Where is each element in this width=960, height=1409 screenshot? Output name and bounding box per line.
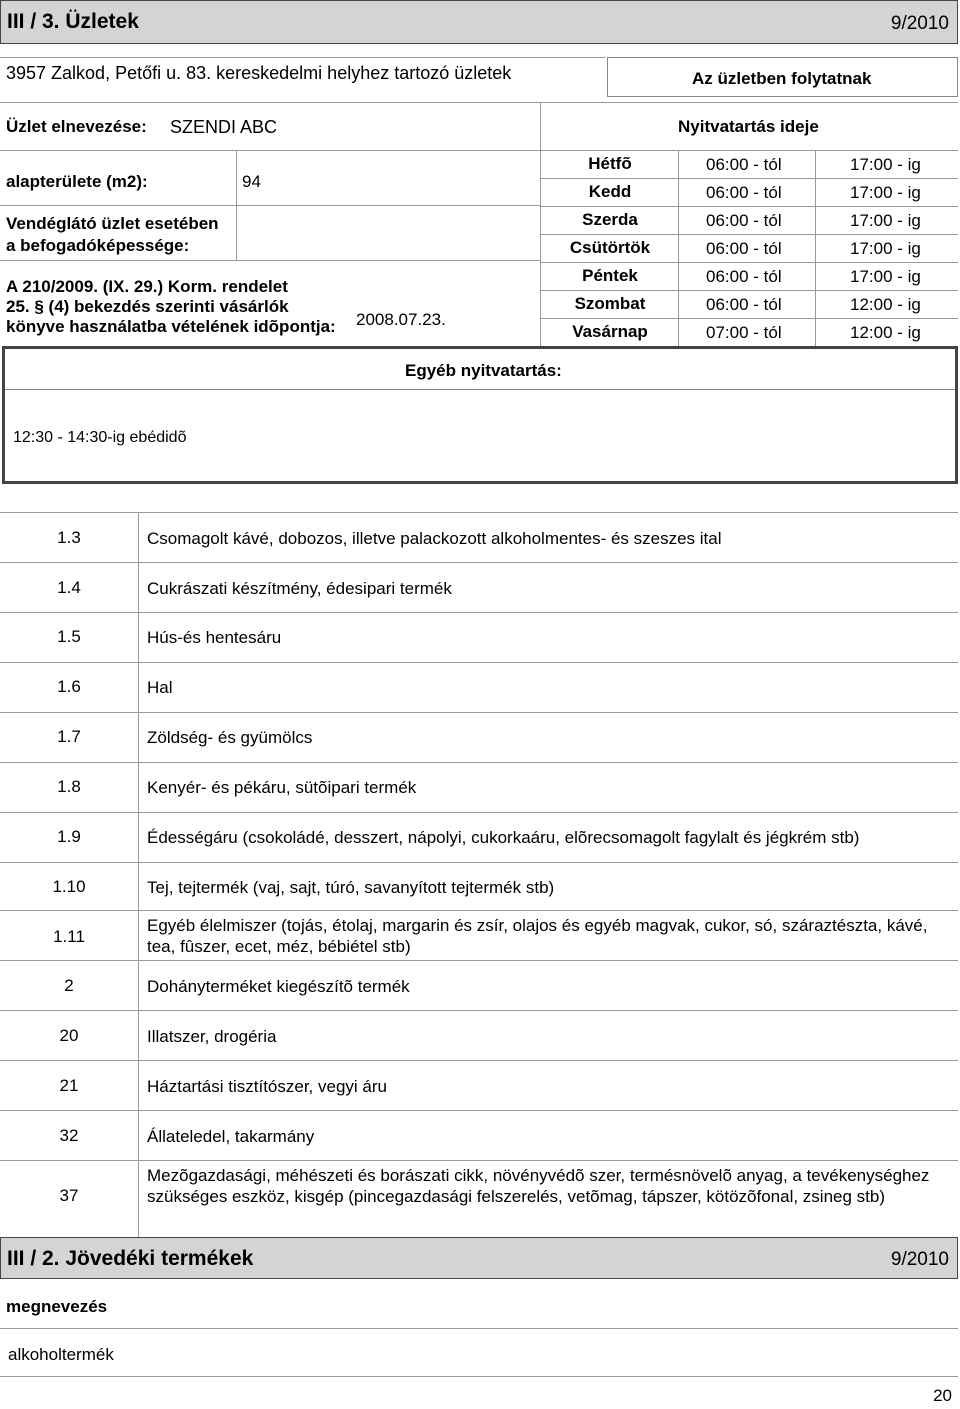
day-row-kedd [542, 178, 958, 206]
other-hours-box [2, 346, 958, 484]
product-name: Állateledel, takarmány [147, 1127, 315, 1146]
product-code: 2 [64, 976, 74, 995]
product-row [0, 862, 958, 910]
product-code: 1.4 [57, 578, 81, 597]
product-code: 1.11 [53, 927, 85, 946]
day-name: Csütörtök [569, 238, 651, 257]
product-row [0, 812, 958, 862]
product-row [0, 612, 958, 662]
decree-label-2: 25. § (4) bekezdés szerinti vásárlók [6, 297, 289, 316]
day-to: 12:00 - ig [850, 323, 921, 342]
product-code: 20 [59, 1026, 79, 1045]
section-title: III / 3. Üzletek [7, 10, 139, 33]
product-row [0, 1160, 958, 1237]
product-name: Cukrászati készítmény, édesipari termék [147, 579, 452, 598]
other-hours-label: Egyéb nyitvatartás: [405, 361, 562, 380]
section2-page: 9/2010 [890, 1249, 949, 1270]
day-row-szombat [542, 290, 958, 318]
product-row [0, 512, 958, 562]
day-row-pentek [542, 262, 958, 290]
product-row [0, 1060, 958, 1110]
day-name: Szombat [574, 294, 646, 313]
day-row-csutortok [542, 234, 958, 262]
day-row-vasarnap [542, 318, 958, 346]
product-name: Zöldség- és gyümölcs [147, 728, 313, 747]
product-row [0, 1010, 958, 1060]
product-name: Édességáru (csokoládé, desszert, nápolyi, cukorkaáru, elõrecsomagolt fagylalt és jégkrém stb) [147, 828, 860, 847]
capacity-label-1: Vendéglátó üzlet esetében [6, 214, 219, 233]
folytatnak-label: Az üzletben folytatnak [692, 69, 872, 88]
product-row [0, 1110, 958, 1160]
day-from: 06:00 - tól [706, 183, 782, 202]
product-name: Illatszer, drogéria [147, 1027, 277, 1046]
decree-label-3: könyve használatba vételének idõpontja: [6, 317, 336, 336]
product-code: 32 [59, 1126, 79, 1145]
product-code: 21 [59, 1076, 79, 1095]
area-label: alapterülete (m2): [6, 172, 148, 191]
day-to: 17:00 - ig [850, 239, 921, 258]
product-row [0, 662, 958, 712]
product-code: 1.6 [57, 677, 81, 696]
product-name: Mezõgazdasági, méhészeti és borászati cikk, növényvédõ szer, termésnövelõ anyag, a tevékenységhez szükséges eszköz, kisgép (pincegazdasági felszerelés, vetõmag, tápszer, kötözõfonal, zsineg stb) [147, 1166, 930, 1206]
section2-item: alkoholtermék [8, 1345, 114, 1364]
day-to: 17:00 - ig [850, 183, 921, 202]
section2-col-label: megnevezés [6, 1297, 108, 1316]
capacity-label-2: a befogadóképessége: [6, 236, 190, 255]
area-value: 94 [242, 172, 261, 191]
section-page: 9/2010 [890, 13, 949, 34]
shop-name-value: SZENDI ABC [170, 117, 278, 137]
product-row [0, 762, 958, 812]
day-name: Péntek [582, 266, 638, 285]
product-code: 1.10 [52, 877, 86, 896]
day-from: 07:00 - tól [706, 323, 782, 342]
day-from: 06:00 - tól [706, 267, 782, 286]
product-name: Tej, tejtermék (vaj, sajt, túró, savanyított tejtermék stb) [147, 878, 555, 897]
product-code: 37 [59, 1186, 79, 1205]
day-to: 12:00 - ig [850, 295, 921, 314]
product-row [0, 712, 958, 762]
product-row [0, 910, 958, 960]
page-number: 20 [933, 1386, 952, 1405]
product-code: 1.9 [57, 827, 81, 846]
product-code: 1.3 [57, 528, 81, 547]
day-from: 06:00 - tól [706, 295, 782, 314]
product-code: 1.7 [57, 727, 81, 746]
folytatnak-box [607, 57, 958, 97]
day-name: Kedd [588, 182, 632, 201]
day-to: 17:00 - ig [850, 211, 921, 230]
section2-title: III / 2. Jövedéki termékek [7, 1247, 254, 1270]
decree-label-1: A 210/2009. (IX. 29.) Korm. rendelet [6, 277, 288, 296]
day-to: 17:00 - ig [850, 267, 921, 286]
day-row-hetfo [542, 150, 958, 178]
product-name: Kenyér- és pékáru, sütõipari termék [147, 778, 417, 797]
product-name: Csomagolt kávé, dobozos, illetve palackozott alkoholmentes- és szeszes ital [147, 529, 722, 548]
product-row [0, 960, 958, 1010]
day-name: Szerda [582, 210, 638, 229]
day-from: 06:00 - tól [706, 211, 782, 230]
section-header [0, 0, 958, 44]
section2-header [0, 1237, 958, 1279]
day-name: Hétfõ [588, 154, 632, 173]
address-line: 3957 Zalkod, Petőfi u. 83. kereskedelmi helyhez tartozó üzletek [6, 63, 512, 83]
product-name: Hal [147, 678, 173, 697]
product-name: Háztartási tisztítószer, vegyi áru [147, 1077, 387, 1096]
product-code: 1.8 [57, 777, 81, 796]
day-to: 17:00 - ig [850, 155, 921, 174]
product-row [0, 562, 958, 612]
day-row-szerda [542, 206, 958, 234]
day-from: 06:00 - tól [706, 239, 782, 258]
product-code: 1.5 [57, 627, 81, 646]
product-name: Hús-és hentesáru [147, 628, 282, 647]
decree-date: 2008.07.23. [356, 310, 446, 329]
product-name: Egyéb élelmiszer (tojás, étolaj, margarin és zsír, olajos és egyéb magvak, cukor, só, száraztészta, kávé, tea, fûszer, ecet, méz, bébiétel stb) [147, 916, 928, 956]
shop-name-label: Üzlet elnevezése: [6, 117, 147, 136]
opening-hours-title: Nyitvatartás ideje [678, 117, 819, 136]
day-name: Vasárnap [572, 322, 648, 341]
day-from: 06:00 - tól [706, 155, 782, 174]
other-hours-value: 12:30 - 14:30-ig ebédidõ [13, 429, 187, 446]
product-name: Dohányterméket kiegészítõ termék [147, 977, 410, 996]
